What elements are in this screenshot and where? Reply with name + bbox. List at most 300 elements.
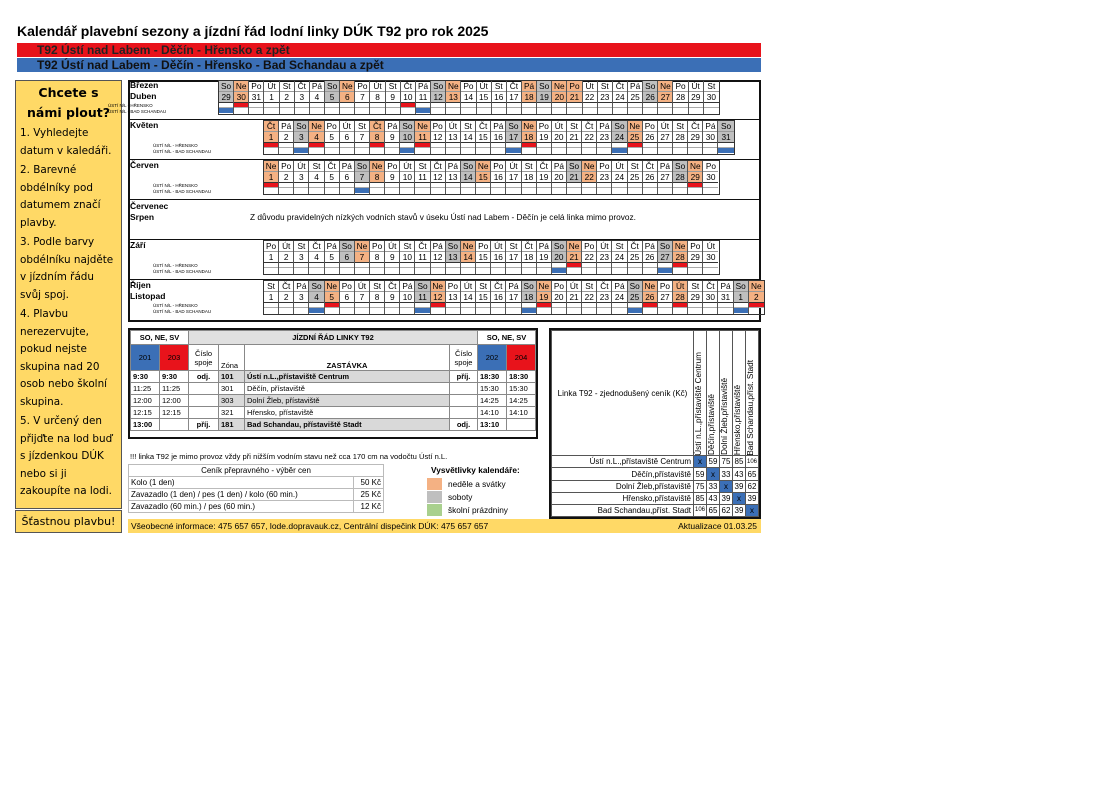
cruise-blue-slot	[643, 308, 657, 313]
trip-204: 204	[507, 345, 536, 371]
day-cell	[688, 161, 703, 194]
date: 15	[476, 292, 490, 303]
cruise-blue-slot	[628, 148, 642, 153]
price-column-header: Hřensko,přístaviště	[733, 385, 742, 456]
date: 17	[506, 292, 520, 303]
weekday: Čt	[703, 281, 717, 292]
date: 5	[325, 132, 339, 143]
cruise-blue-slot	[628, 268, 642, 273]
day-cell	[309, 121, 324, 154]
price-row-label: Hřensko,přístaviště	[552, 492, 694, 504]
day-cell	[355, 121, 370, 154]
day-cell	[294, 281, 309, 314]
weekday: Ne	[477, 161, 489, 171]
date: 27	[658, 92, 672, 103]
day-cell	[309, 281, 324, 314]
date: 15	[477, 92, 491, 103]
cruise-blue-slot	[628, 108, 642, 113]
date: 30	[703, 132, 717, 143]
price-row-label: Ústí n.L.,přístaviště Centrum	[552, 456, 694, 468]
day-cell	[673, 81, 688, 114]
date: 22	[582, 252, 596, 263]
day-cell	[325, 281, 340, 314]
day-cell	[309, 161, 324, 194]
weekday: Pá	[417, 81, 429, 91]
trip-201: 201	[131, 345, 160, 371]
weekday: Út	[612, 161, 626, 172]
day-cell	[279, 161, 294, 194]
weekday: Po	[281, 161, 292, 171]
calendar-legend	[427, 464, 542, 516]
date: 9	[385, 172, 399, 183]
row-label-schandau: ÚSTÍ N/L - BAD SCHANDAU	[108, 109, 167, 114]
day-cell	[370, 161, 385, 194]
cruise-blue-slot	[522, 308, 536, 313]
weekday: Pá	[402, 281, 413, 291]
weekday: So	[614, 121, 625, 131]
date: 25	[628, 172, 642, 183]
weekday: Po	[553, 281, 564, 291]
day-cell	[431, 81, 446, 114]
date: 1	[264, 292, 278, 303]
date: 23	[597, 132, 611, 143]
price-value: 39	[746, 492, 759, 504]
day-cell	[325, 121, 340, 154]
date: 28	[673, 292, 687, 303]
water-level-footnote: !!! linka T92 je mimo provoz vždy při nižším vodním stavu než cca 170 cm na vodočtu Ústí n.L.	[130, 452, 448, 461]
cruise-blue-slot	[295, 108, 309, 113]
cruise-blue-slot	[598, 108, 612, 113]
sidebar-instructions	[15, 80, 122, 509]
date: 20	[552, 132, 566, 143]
cruise-blue-slot	[476, 188, 490, 193]
weekday: Po	[538, 121, 549, 131]
weekday: Pá	[538, 241, 549, 251]
cruise-blue-slot	[628, 188, 642, 193]
timetable-cell: 181	[219, 419, 245, 431]
day-cell	[264, 241, 279, 274]
day-cell	[537, 161, 552, 194]
date: 22	[582, 172, 596, 183]
weekday: St	[280, 81, 294, 92]
date: 13	[446, 172, 460, 183]
date: 26	[643, 292, 657, 303]
weekday: Út	[355, 281, 369, 292]
weekday: St	[628, 161, 642, 172]
day-cell	[658, 281, 673, 314]
cruise-blue-slot	[673, 268, 687, 273]
cruise-blue-slot	[400, 268, 414, 273]
cruise-blue-slot	[552, 108, 566, 113]
cruise-blue-slot	[567, 268, 581, 273]
weekday: Út	[673, 281, 687, 292]
timetable-row	[131, 407, 536, 419]
weekday: St	[492, 81, 506, 92]
date: 12	[431, 132, 445, 143]
date: 3	[295, 92, 309, 103]
day-cell	[385, 161, 400, 194]
date: 7	[355, 292, 369, 303]
weekday: Pá	[614, 281, 625, 291]
date: 14	[461, 172, 475, 183]
date: 18	[522, 252, 536, 263]
cruise-blue-slot	[506, 188, 520, 193]
date: 21	[567, 92, 581, 103]
day-cell	[522, 81, 537, 114]
calendar-separator	[128, 239, 761, 240]
timetable-cell: 12:00	[131, 395, 160, 407]
date: 8	[370, 172, 384, 183]
cislo-left: Číslo spoje	[189, 345, 219, 371]
cruise-blue-slot	[294, 188, 308, 193]
cruise-blue-slot	[385, 148, 399, 153]
date: 23	[597, 252, 611, 263]
cruise-blue-slot	[522, 268, 536, 273]
day-cell	[582, 121, 597, 154]
weekday: Út	[552, 121, 566, 132]
timetable-row	[131, 419, 536, 431]
cruise-blue-slot	[446, 148, 460, 153]
cruise-blue-slot	[522, 148, 536, 153]
timetable-cell: 14:25	[507, 395, 536, 407]
day-cell	[264, 121, 279, 154]
timetable-cell: Ústí n.L.,přístaviště Centrum	[245, 371, 450, 383]
cruise-blue-slot	[703, 268, 718, 273]
weekday: Po	[432, 121, 443, 131]
cruise-blue-slot	[582, 268, 596, 273]
weekday: Út	[370, 81, 384, 92]
weekday: Čt	[264, 121, 278, 132]
timetable-cell: Děčín, přístaviště	[245, 383, 450, 395]
cislo-right: Číslo spoje	[450, 345, 478, 371]
month-label: Duben	[130, 91, 157, 101]
weekday: Po	[251, 81, 262, 91]
date: 18	[522, 292, 536, 303]
day-cell	[309, 241, 324, 274]
weekday: St	[355, 121, 369, 132]
cruise-blue-slot	[688, 268, 702, 273]
fare-item: Zavazadlo (60 min.) / pes (60 min.)	[129, 501, 354, 513]
weekday: Čt	[643, 161, 657, 172]
date: 8	[370, 92, 384, 103]
weekday: Út	[658, 121, 672, 132]
timetable-cell: 15:30	[478, 383, 507, 395]
cruise-blue-slot	[431, 268, 445, 273]
cruise-blue-slot	[643, 148, 657, 153]
day-cell	[401, 81, 416, 114]
legend-item	[427, 477, 542, 490]
weekday: Ne	[341, 81, 353, 91]
weekday: St	[688, 281, 702, 292]
weekday: Čt	[370, 121, 384, 132]
weekday: Po	[644, 121, 655, 131]
weekday: Čt	[309, 241, 323, 252]
weekday: St	[370, 281, 384, 292]
day-cell	[431, 121, 446, 154]
month-label: Září	[130, 240, 146, 250]
date: 6	[340, 172, 354, 183]
cruise-blue-slot	[370, 268, 384, 273]
date: 2	[279, 132, 293, 143]
weekday: Čt	[507, 81, 521, 92]
day-cell	[673, 121, 688, 154]
day-cell	[476, 281, 491, 314]
day-cell	[703, 161, 718, 194]
cruise-blue-slot	[476, 268, 490, 273]
weekday: So	[462, 161, 474, 171]
month-label: Květen	[130, 120, 159, 130]
cruise-blue-slot	[643, 268, 657, 273]
day-cell	[431, 161, 446, 194]
cruise-blue-slot	[461, 148, 475, 153]
day-cell	[537, 281, 552, 314]
cruise-blue-slot	[476, 308, 490, 313]
weekday: St	[506, 241, 520, 252]
cruise-blue-slot	[522, 188, 536, 193]
weekday: Čt	[325, 161, 339, 172]
date: 1	[264, 92, 278, 103]
day-cell	[567, 241, 582, 274]
day-cell	[612, 121, 627, 154]
weekday: Čt	[582, 121, 596, 132]
weekday: Út	[477, 81, 491, 92]
month-label: Březen	[130, 80, 159, 90]
date: 2	[279, 292, 293, 303]
weekday: Pá	[720, 281, 731, 291]
cruise-blue-slot	[582, 148, 596, 153]
date: 3	[294, 252, 308, 263]
weekday: Pá	[523, 81, 535, 91]
day-cell	[522, 121, 537, 154]
date: 29	[688, 252, 702, 263]
day-cell	[583, 81, 598, 114]
cruise-blue-slot	[658, 308, 672, 313]
calendar-separator	[128, 279, 761, 280]
day-cell	[567, 81, 582, 114]
cruise-blue-slot	[506, 148, 520, 153]
date: 22	[582, 292, 596, 303]
day-cell	[597, 161, 612, 194]
timetable-cell: 11:25	[160, 383, 189, 395]
day-cell	[628, 121, 643, 154]
day-cell	[506, 121, 521, 154]
weekday: Čt	[476, 121, 490, 132]
weekday: Čt	[401, 81, 415, 92]
weekday: St	[567, 121, 581, 132]
weekday: Út	[400, 161, 414, 172]
day-cell	[688, 241, 703, 274]
page-title: Kalendář plavební sezony a jízdní řád lodní linky DÚK T92 pro rok 2025	[17, 23, 489, 39]
date: 1	[264, 252, 278, 263]
date: 3	[294, 132, 308, 143]
price-row	[552, 492, 759, 504]
date: 23	[597, 172, 611, 183]
cruise-blue-slot	[461, 108, 475, 113]
price-value: 39	[720, 492, 733, 504]
legend-title: Vysvětlivky kalendáře:	[431, 465, 520, 475]
timetable-cell: Hřensko, přístaviště	[245, 407, 450, 419]
date: 16	[491, 132, 505, 143]
day-cell	[355, 241, 370, 274]
cruise-blue-slot	[703, 188, 718, 193]
day-cell	[703, 281, 718, 314]
date: 23	[598, 92, 612, 103]
cruise-blue-slot	[401, 108, 415, 113]
date: 28	[673, 172, 687, 183]
weekday: So	[402, 121, 413, 131]
fare-price: 12 Kč	[354, 501, 384, 513]
weekday: Út	[597, 241, 611, 252]
date: 14	[461, 292, 475, 303]
weekday: So	[659, 241, 671, 251]
weekday: Ne	[265, 161, 277, 171]
date: 16	[491, 252, 505, 263]
price-value: 85	[733, 456, 746, 468]
weekday: Čt	[597, 281, 611, 292]
date: 19	[537, 292, 551, 303]
weekday: Po	[357, 81, 368, 91]
date: 12	[431, 292, 445, 303]
cruise-blue-slot	[325, 268, 339, 273]
cruise-blue-slot	[431, 188, 445, 193]
day-cell	[446, 161, 461, 194]
timetable-cell: 101	[219, 371, 245, 383]
cruise-blue-slot	[400, 148, 414, 153]
fare-title: Ceník přepravného - výběr cen	[129, 465, 384, 477]
date: 16	[492, 92, 506, 103]
date: 4	[309, 132, 323, 143]
weekday: So	[447, 241, 458, 251]
zona-header: Zóna	[219, 345, 245, 371]
day-cell	[370, 121, 385, 154]
day-cell	[673, 241, 688, 274]
price-column-header: Dolní Žleb,přístaviště	[720, 378, 729, 456]
weekday: Po	[690, 241, 701, 251]
date: 9	[385, 132, 399, 143]
date: 6	[340, 252, 354, 263]
weekday: Ne	[356, 241, 368, 251]
day-cell	[400, 121, 415, 154]
cruise-blue-slot	[597, 308, 611, 313]
cruise-blue-slot	[552, 148, 566, 153]
timetable	[128, 328, 538, 439]
day-cell	[386, 81, 401, 114]
date: 9	[385, 252, 399, 263]
cruise-blue-slot	[461, 308, 475, 313]
weekday: Po	[584, 241, 595, 251]
price-column-header: Bad Schandau,příst. Stadt	[746, 359, 755, 456]
timetable-row	[131, 395, 536, 407]
fare-item: Zavazadlo (1 den) / pes (1 den) / kolo (60 min.)	[129, 489, 354, 501]
weekday: Po	[659, 281, 671, 291]
legend-label: školní prázdniny	[448, 504, 508, 515]
row-label-schandau: ÚSTÍ N/L - BAD SCHANDAU	[153, 149, 212, 154]
weekday: Ne	[538, 281, 550, 291]
date: 13	[446, 252, 460, 263]
date: 30	[704, 92, 719, 103]
day-cell	[703, 121, 718, 154]
date: 12	[431, 92, 445, 103]
day-cell	[643, 121, 658, 154]
cruise-blue-slot	[582, 308, 596, 313]
day-cell	[597, 281, 612, 314]
date: 21	[567, 172, 581, 183]
cruise-blue-slot	[340, 268, 354, 273]
month-day-grid	[263, 280, 765, 315]
weekday: So	[675, 161, 686, 171]
calendar-separator	[128, 119, 761, 120]
date: 10	[400, 132, 414, 143]
fare-item: Kolo (1 den)	[129, 477, 354, 489]
route-blue-banner: T92 Ústí nad Labem - Děčín - Hřensko - Bad Schandau a zpět	[17, 58, 761, 72]
price-column-cell	[746, 331, 759, 456]
day-cell	[582, 281, 597, 314]
weekday: Čt	[628, 241, 642, 252]
timetable-cell: 301	[219, 383, 245, 395]
date: 25	[628, 92, 642, 103]
day-cell	[582, 161, 597, 194]
cruise-blue-slot	[340, 148, 354, 153]
weekday: Ne	[326, 281, 337, 291]
date: 11	[415, 292, 429, 303]
day-cell	[491, 281, 506, 314]
cruise-blue-slot	[718, 308, 732, 313]
weekday: Čt	[415, 241, 429, 252]
date: 29	[219, 92, 233, 103]
day-cell	[294, 241, 309, 274]
date: 17	[507, 92, 521, 103]
cruise-blue-slot	[370, 188, 384, 193]
price-value: 43	[707, 492, 720, 504]
cruise-blue-slot	[309, 148, 323, 153]
date: 4	[309, 172, 323, 183]
weekday: Čt	[522, 241, 536, 252]
weekday: Ne	[523, 121, 534, 131]
cruise-blue-slot	[461, 188, 475, 193]
cruise-blue-slot	[597, 148, 611, 153]
date: 30	[234, 92, 248, 103]
cruise-blue-slot	[400, 188, 414, 193]
date: 8	[370, 292, 384, 303]
weekday: So	[539, 81, 550, 91]
weekday: Út	[689, 81, 703, 92]
cruise-blue-slot	[703, 308, 717, 313]
weekday: St	[612, 241, 626, 252]
legend-label: soboty	[448, 491, 473, 502]
cruise-blue-slot	[325, 308, 339, 313]
timetable-cell: 13:10	[478, 419, 507, 431]
day-cell	[522, 161, 537, 194]
price-row	[552, 480, 759, 492]
day-cell	[567, 161, 582, 194]
date: 8	[370, 252, 384, 263]
weekday: So	[341, 241, 352, 251]
weekday: Čt	[431, 161, 445, 172]
cruise-blue-slot	[628, 308, 642, 313]
date: 20	[552, 292, 566, 303]
day-cell	[446, 81, 461, 114]
weekday: Pá	[326, 241, 337, 251]
cruise-blue-slot	[385, 268, 399, 273]
row-label-hrensko: ÚSTÍ N/L - HŘENSKO	[153, 143, 198, 148]
date: 7	[355, 92, 369, 103]
date: 7	[355, 172, 369, 183]
date: 31	[718, 132, 733, 143]
date: 26	[643, 252, 657, 263]
day-cell	[340, 81, 355, 114]
cruise-blue-slot	[355, 308, 369, 313]
cruise-blue-slot	[734, 308, 748, 313]
